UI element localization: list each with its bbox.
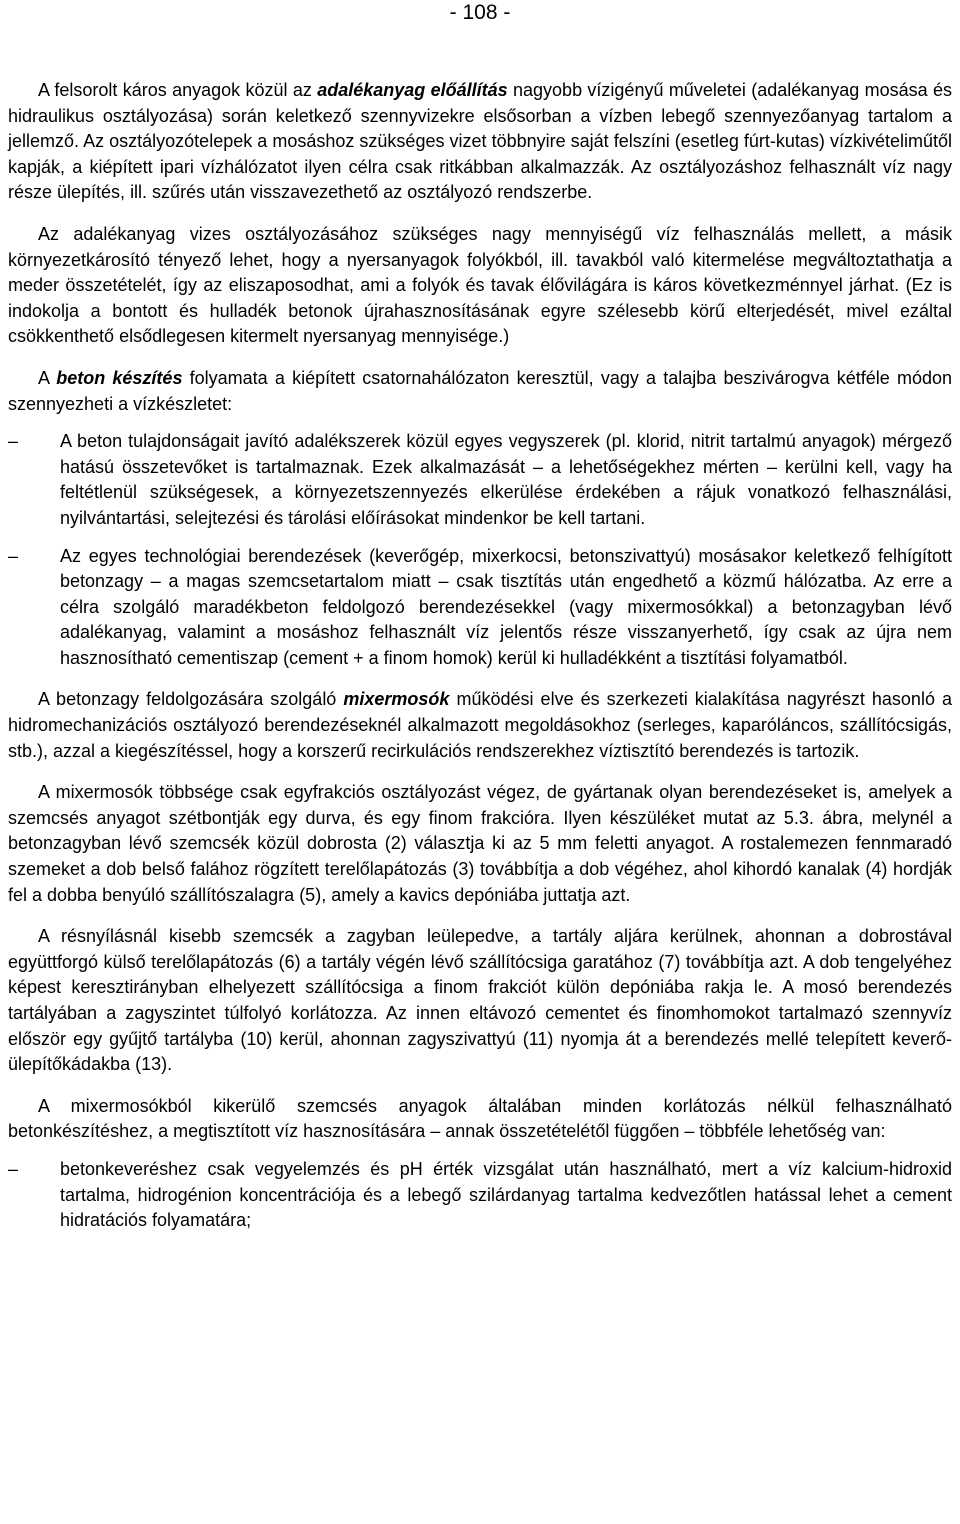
list-item: [8, 429, 952, 531]
paragraph-7: A mixermosókból kikerülő szemcsés anyagok általában minden korlátozás nélkül felhasználható betonkészítéshez, a megtisztított víz hasznosítására – annak összetételétől függően – többféle lehetőség van:: [8, 1095, 952, 1142]
list-item-text: betonkeveréshez csak vegyelemzés és pH érték vizsgálat után használható, mert a víz kalcium-hidroxid tartalma, hidrogénion koncentrációja és a lebegő szilárdanyag tartalma kedvezőtlen hatással lehet a cement hidratációs folyamatára;: [60, 1158, 952, 1231]
dash-bullet: –: [8, 1158, 19, 1179]
term-beton-keszites: beton készítés: [56, 367, 183, 388]
list-item: [8, 1157, 952, 1234]
paragraph-4-text-start: A betonzagy feldolgozására szolgáló: [38, 689, 344, 710]
paragraph-1-text-rest: nagyobb vízigényű műveletei (adalékanyag mosása és hidraulikus osztályozása) során keletkező szennyvizekre elsősorban a vízben lebegő szennyezőanyag tartalom a jellemző. Az osztályozótelepek a mosáshoz szükséges vizet többnyire saját felszíni (esetleg fúrt-kutas) vízkivételiműtől kapják, a kiépített ipari vízhálózatot ilyen célra csak ritkábban alkalmazzák. Az osztályozáshoz felhasznált víz nagy része ülepítés, ill. szűrés után visszavezethető az osztályozó rendszerbe.: [8, 80, 952, 203]
paragraph-1: [8, 78, 952, 206]
list-2: [8, 1157, 952, 1234]
paragraph-spacer: [8, 764, 952, 780]
paragraph-4-text-rest: működési elve és szerkezeti kialakítása nagyrészt hasonló a hidromechanizációs osztályozó berendezéseknél alkalmazott megoldásokhoz (serleges, kaparóláncos, szállítócsigás, stb.), azzal a kiegészítéssel, hogy a korszerű recirkulációs rendszerekhez víztisztító berendezés is tartozik.: [8, 689, 953, 761]
paragraph-6: A résnyílásnál kisebb szemcsék a zagyban leülepedve, a tartály aljára kerülnek, ahonnan a dobrostával együttforgó külső terelőlapátozás (6) a tartály végén lévő szállítócsiga garatához (7) továbbítja azt. A dob tengelyéhez képest keresztirányban elhelyezett szállítócsiga a finom frakciót külön depóniába rakja le. A mosó berendezés tartályában a zagyszintet túlfolyó korlátozza. Az innen eltávozó cementet és finomhomokot tartalmazó szennyvíz először egy gyűjtő tartályba (10) kerül, ahonnan zagyszivattyú (11) nyomja át a berendezés mellé telepített keverő-ülepítőkádakba (13).: [8, 926, 952, 1075]
paragraph-spacer: [8, 206, 952, 222]
page-content: [8, 78, 952, 1234]
dash-bullet: –: [8, 431, 19, 452]
dash-bullet: –: [8, 545, 19, 566]
list-1: [8, 429, 952, 671]
term-mixermosok: mixermosók: [343, 689, 450, 710]
paragraph-5: A mixermosók többsége csak egyfrakciós osztályozást végez, de gyártanak olyan berendezéseket is, amelyek a szemcsés anyagot szétbontják egy durva, és egy finom frakcióra. Ilyen készüléket mutat az 5.3. ábra, melynél a betonzagyban lévő szemcsék közül dobrosta (2) választja ki az 5 mm feletti anyagot. A rostalemezen fennmaradó szemeket a dob belső falához rögzített terelőlapátozás (3) továbbítja a dob végéhez, ahol kihordó kanalak (4) hordják fel a dobba benyúló szállítószalagra (5), amely a kavics depóniába juttatja azt.: [8, 782, 952, 905]
paragraph-spacer: [8, 1078, 952, 1094]
paragraph-3-text-rest: folyamata a kiépített csatornahálózaton keresztül, vagy a talajba beszivárogva kétféle módon szennyezheti a vízkészletet:: [8, 367, 952, 414]
paragraph-1-text-start: A felsorolt káros anyagok közül az: [38, 80, 318, 100]
paragraph-3-text-start: A: [38, 367, 57, 388]
paragraph-spacer: [8, 417, 952, 429]
paragraph-spacer: [8, 350, 952, 366]
paragraph-4: [8, 687, 952, 764]
paragraph-spacer: [8, 908, 952, 924]
list-item: [8, 544, 952, 672]
page-number: - 108 -: [449, 1, 511, 24]
paragraph-spacer: [8, 671, 952, 687]
list-item-text: A beton tulajdonságait javító adalékszerek közül egyes vegyszerek (pl. klorid, nitrit tartalmú anyagok) mérgező hatású összetevőket is tartalmaznak. Ezek alkalmazását – a lehetőségekhez mérten – kerülni kell, vagy ha feltétlenül szükségesek, a környezetszennyezés elkerülése érdekében a rájuk vonatkozó felhasználási, nyilvántartási, selejtezési és tárolási előírásokat mindenkor be kell tartani.: [60, 431, 952, 528]
paragraph-spacer: [8, 1145, 952, 1157]
paragraph-2: Az adalékanyag vizes osztályozásához szükséges nagy mennyiségű víz felhasználás mellett, a másik környezetkárosító tényező lehet, hogy a nyersanyagok folyókból, ill. tavakból való kitermelése megváltoztathatja a meder összetételét, így az eliszaposodhat, ami a folyók és tavak élővilágára is káros következménnyel járhat. (Ez is indokolja a bontott és hulladék betonok újrahasznosításának egyre szélesebb körű elterjedését, mivel ezáltal csökkenthető elsődlegesen kitermelt nyersanyag mennyisége.): [8, 223, 952, 347]
term-adalekanyag-eloallitas: adalékanyag előállítás: [317, 80, 508, 100]
paragraph-3: [8, 366, 952, 417]
list-item-text: Az egyes technológiai berendezések (keverőgép, mixerkocsi, betonszivattyú) mosásakor keletkező felhígított betonzagy – a magas szemcsetartalom miatt – csak tisztítás után engedhető a közmű hálózatba. Az erre a célra szolgáló maradékbeton feldolgozó berendezésekkel (vagy mixermosókkal) a betonzagyban lévő adalékanyag, valamint a mosáshoz felhasznált víz jelentős része visszanyerhető, így csak az újra nem hasznosítható cementiszap (cement + a finom homok) kerül ki hulladékként a tisztítási folyamatból.: [60, 545, 952, 668]
